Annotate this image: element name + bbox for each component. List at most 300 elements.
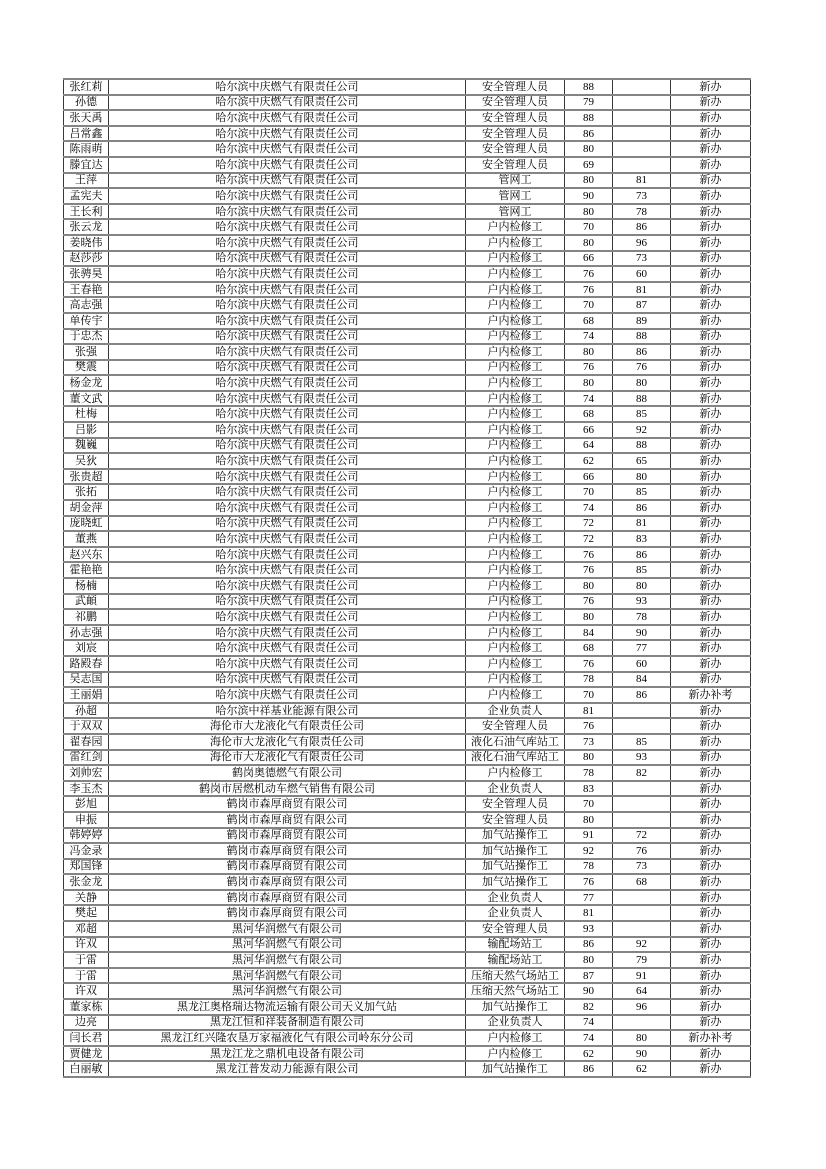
cell-company: 鹤岗市森厚商贸有限公司: [109, 828, 466, 844]
cell-job-type: 户内检修工: [466, 765, 565, 781]
cell-status: 新办: [671, 874, 751, 890]
cell-status: 新办: [671, 594, 751, 610]
table-row: [64, 173, 751, 189]
cell-status: 新办: [671, 422, 751, 438]
cell-company: 哈尔滨中庆燃气有限责任公司: [109, 141, 466, 157]
cell-score-1: 73: [565, 734, 613, 750]
cell-person-name: 吴志国: [64, 672, 109, 688]
cell-status: 新办: [671, 890, 751, 906]
cell-status: 新办: [671, 578, 751, 594]
cell-company: 哈尔滨中庆燃气有限责任公司: [109, 516, 466, 532]
cell-score-1: 84: [565, 625, 613, 641]
cell-score-1: 82: [565, 999, 613, 1015]
cell-person-name: 李玉杰: [64, 781, 109, 797]
cell-score-1: 80: [565, 812, 613, 828]
table-row: [64, 313, 751, 329]
cell-company: 哈尔滨中庆燃气有限责任公司: [109, 235, 466, 251]
cell-score-2: 60: [613, 266, 671, 282]
cell-job-type: 液化石油气库站工: [466, 734, 565, 750]
cell-person-name: 董燕: [64, 531, 109, 547]
cell-status: 新办: [671, 469, 751, 485]
cell-job-type: 户内检修工: [466, 375, 565, 391]
cell-person-name: 吕常鑫: [64, 126, 109, 142]
cell-company: 鹤岗市森厚商贸有限公司: [109, 812, 466, 828]
table-row: [64, 297, 751, 313]
cell-score-2: 73: [613, 251, 671, 267]
cell-job-type: 安全管理人员: [466, 718, 565, 734]
cell-person-name: 于雷: [64, 952, 109, 968]
cell-job-type: 户内检修工: [466, 500, 565, 516]
cell-person-name: 滕宜达: [64, 157, 109, 173]
cell-score-2: [613, 905, 671, 921]
cell-status: 新办: [671, 562, 751, 578]
cell-job-type: 企业负责人: [466, 905, 565, 921]
cell-status: 新办: [671, 937, 751, 953]
table-row: [64, 266, 751, 282]
cell-status: 新办: [671, 266, 751, 282]
cell-score-2: 64: [613, 983, 671, 999]
cell-score-2: 73: [613, 188, 671, 204]
cell-score-1: 83: [565, 781, 613, 797]
table-row: [64, 79, 751, 95]
cell-person-name: 邓超: [64, 921, 109, 937]
cell-score-2: 86: [613, 500, 671, 516]
table-row: [64, 235, 751, 251]
cell-job-type: 加气站操作工: [466, 859, 565, 875]
cell-company: 哈尔滨中庆燃气有限责任公司: [109, 469, 466, 485]
table-row: [64, 687, 751, 703]
cell-person-name: 许双: [64, 937, 109, 953]
cell-job-type: 户内检修工: [466, 625, 565, 641]
cell-score-2: 84: [613, 672, 671, 688]
cell-status: 新办: [671, 656, 751, 672]
cell-person-name: 孙超: [64, 703, 109, 719]
cell-score-1: 70: [565, 796, 613, 812]
cell-company: 鹤岗市森厚商贸有限公司: [109, 890, 466, 906]
cell-score-2: 76: [613, 843, 671, 859]
cell-company: 鹤岗市森厚商贸有限公司: [109, 796, 466, 812]
table-row: [64, 282, 751, 298]
cell-job-type: 企业负责人: [466, 890, 565, 906]
table-row: [64, 609, 751, 625]
cell-job-type: 企业负责人: [466, 703, 565, 719]
cell-job-type: 安全管理人员: [466, 812, 565, 828]
table-row: [64, 921, 751, 937]
cell-score-2: 80: [613, 469, 671, 485]
cell-person-name: 刘帅宏: [64, 765, 109, 781]
cell-status: 新办: [671, 406, 751, 422]
table-row: [64, 640, 751, 656]
table-row: [64, 453, 751, 469]
cell-score-1: 92: [565, 843, 613, 859]
cell-person-name: 高志强: [64, 297, 109, 313]
cell-person-name: 翟春园: [64, 734, 109, 750]
table-row: [64, 672, 751, 688]
cell-score-1: 70: [565, 219, 613, 235]
cell-status: 新办: [671, 329, 751, 345]
cell-status: 新办: [671, 625, 751, 641]
cell-score-1: 93: [565, 921, 613, 937]
cell-company: 哈尔滨中祥基业能源有限公司: [109, 703, 466, 719]
cell-score-1: 80: [565, 609, 613, 625]
cell-person-name: 杜梅: [64, 406, 109, 422]
cell-status: 新办: [671, 750, 751, 766]
cell-company: 哈尔滨中庆燃气有限责任公司: [109, 329, 466, 345]
cell-score-2: [613, 157, 671, 173]
cell-score-2: 68: [613, 874, 671, 890]
table-row: [64, 703, 751, 719]
cell-status: 新办: [671, 313, 751, 329]
cell-score-1: 74: [565, 500, 613, 516]
table-row: [64, 890, 751, 906]
cell-job-type: 户内检修工: [466, 422, 565, 438]
table-row: [64, 516, 751, 532]
cell-company: 哈尔滨中庆燃气有限责任公司: [109, 266, 466, 282]
table-row: [64, 937, 751, 953]
cell-status: 新办: [671, 516, 751, 532]
cell-score-2: 81: [613, 282, 671, 298]
cell-job-type: 管网工: [466, 173, 565, 189]
cell-job-type: 户内检修工: [466, 1030, 565, 1046]
cell-status: 新办: [671, 1046, 751, 1062]
cell-score-1: 78: [565, 672, 613, 688]
cell-job-type: 户内检修工: [466, 282, 565, 298]
cell-person-name: 霍艳艳: [64, 562, 109, 578]
cell-job-type: 户内检修工: [466, 360, 565, 376]
cell-person-name: 许双: [64, 983, 109, 999]
cell-status: 新办: [671, 484, 751, 500]
cell-person-name: 陈雨萌: [64, 141, 109, 157]
cell-score-2: 65: [613, 453, 671, 469]
cell-person-name: 张贵超: [64, 469, 109, 485]
cell-status: 新办: [671, 734, 751, 750]
cell-job-type: 压缩天然气场站工: [466, 968, 565, 984]
cell-company: 黑河华润燃气有限公司: [109, 983, 466, 999]
cell-score-1: 87: [565, 968, 613, 984]
cell-job-type: 企业负责人: [466, 781, 565, 797]
table-row: [64, 251, 751, 267]
cell-company: 黑龙江红兴隆农垦万家福液化气有限公司岭东分公司: [109, 1030, 466, 1046]
table-row: [64, 983, 751, 999]
cell-score-1: 76: [565, 266, 613, 282]
cell-person-name: 冯金录: [64, 843, 109, 859]
cell-job-type: 安全管理人员: [466, 110, 565, 126]
cell-person-name: 祁鹏: [64, 609, 109, 625]
cell-company: 鹤岗市森厚商贸有限公司: [109, 843, 466, 859]
cell-score-2: [613, 718, 671, 734]
cell-status: 新办: [671, 282, 751, 298]
table-row: [64, 406, 751, 422]
cell-score-1: 68: [565, 313, 613, 329]
cell-company: 鹤岗奥德燃气有限公司: [109, 765, 466, 781]
cell-job-type: 户内检修工: [466, 266, 565, 282]
cell-job-type: 加气站操作工: [466, 843, 565, 859]
cell-person-name: 樊震: [64, 360, 109, 376]
cell-job-type: 加气站操作工: [466, 1061, 565, 1077]
cell-job-type: 加气站操作工: [466, 828, 565, 844]
table-row: [64, 1015, 751, 1031]
table-row: [64, 469, 751, 485]
cell-status: 新办: [671, 344, 751, 360]
cell-score-2: 88: [613, 329, 671, 345]
table-row: [64, 562, 751, 578]
cell-person-name: 张金龙: [64, 874, 109, 890]
table-row: [64, 531, 751, 547]
cell-score-1: 80: [565, 173, 613, 189]
cell-score-2: 80: [613, 1030, 671, 1046]
cell-job-type: 户内检修工: [466, 235, 565, 251]
cell-job-type: 户内检修工: [466, 672, 565, 688]
cell-score-2: 85: [613, 562, 671, 578]
cell-score-1: 76: [565, 547, 613, 563]
cell-score-2: 91: [613, 968, 671, 984]
cell-job-type: 安全管理人员: [466, 79, 565, 95]
cell-score-2: 87: [613, 297, 671, 313]
cell-status: 新办: [671, 531, 751, 547]
cell-job-type: 户内检修工: [466, 594, 565, 610]
table-row: [64, 360, 751, 376]
cell-score-2: 72: [613, 828, 671, 844]
cell-status: 新办: [671, 843, 751, 859]
cell-status: 新办: [671, 204, 751, 220]
cell-person-name: 吴狄: [64, 453, 109, 469]
table-row: [64, 656, 751, 672]
cell-score-2: 86: [613, 219, 671, 235]
cell-score-2: 89: [613, 313, 671, 329]
cell-status: 新办: [671, 859, 751, 875]
cell-score-2: 62: [613, 1061, 671, 1077]
cell-score-1: 80: [565, 141, 613, 157]
cell-person-name: 单传宇: [64, 313, 109, 329]
cell-person-name: 胡金萍: [64, 500, 109, 516]
cell-status: 新办: [671, 1061, 751, 1077]
cell-company: 哈尔滨中庆燃气有限责任公司: [109, 640, 466, 656]
cell-job-type: 户内检修工: [466, 531, 565, 547]
cell-person-name: 关静: [64, 890, 109, 906]
cell-person-name: 于雷: [64, 968, 109, 984]
cell-score-1: 76: [565, 282, 613, 298]
cell-job-type: 户内检修工: [466, 391, 565, 407]
cell-score-2: [613, 812, 671, 828]
cell-person-name: 张天禹: [64, 110, 109, 126]
cell-score-1: 62: [565, 1046, 613, 1062]
cell-score-2: 78: [613, 609, 671, 625]
cell-company: 哈尔滨中庆燃气有限责任公司: [109, 562, 466, 578]
cell-company: 哈尔滨中庆燃气有限责任公司: [109, 126, 466, 142]
cell-person-name: 雷红剑: [64, 750, 109, 766]
table-row: [64, 547, 751, 563]
cell-job-type: 加气站操作工: [466, 874, 565, 890]
cell-job-type: 加气站操作工: [466, 999, 565, 1015]
cell-status: 新办: [671, 375, 751, 391]
cell-company: 哈尔滨中庆燃气有限责任公司: [109, 219, 466, 235]
cell-person-name: 张强: [64, 344, 109, 360]
cell-company: 黑龙江龙之鼎机电设备有限公司: [109, 1046, 466, 1062]
cell-score-1: 76: [565, 656, 613, 672]
cell-status: 新办: [671, 438, 751, 454]
cell-person-name: 张拓: [64, 484, 109, 500]
cell-company: 哈尔滨中庆燃气有限责任公司: [109, 79, 466, 95]
table-row: [64, 812, 751, 828]
cell-company: 黑河华润燃气有限公司: [109, 952, 466, 968]
table-row: [64, 952, 751, 968]
results-table-body: [64, 79, 751, 1077]
cell-score-1: 74: [565, 329, 613, 345]
cell-score-1: 70: [565, 484, 613, 500]
cell-score-1: 80: [565, 750, 613, 766]
table-row: [64, 344, 751, 360]
cell-score-1: 78: [565, 859, 613, 875]
cell-person-name: 于双双: [64, 718, 109, 734]
cell-score-2: [613, 1015, 671, 1031]
cell-score-2: 93: [613, 594, 671, 610]
cell-score-2: 90: [613, 625, 671, 641]
cell-company: 鹤岗市森厚商贸有限公司: [109, 859, 466, 875]
cell-score-2: 80: [613, 375, 671, 391]
cell-person-name: 王丽娟: [64, 687, 109, 703]
table-row: [64, 157, 751, 173]
cell-score-2: [613, 141, 671, 157]
table-row: [64, 578, 751, 594]
cell-status: 新办: [671, 921, 751, 937]
cell-person-name: 魏巍: [64, 438, 109, 454]
cell-status: 新办: [671, 391, 751, 407]
cell-person-name: 孙志强: [64, 625, 109, 641]
cell-score-1: 70: [565, 687, 613, 703]
cell-job-type: 管网工: [466, 188, 565, 204]
cell-job-type: 户内检修工: [466, 516, 565, 532]
cell-company: 哈尔滨中庆燃气有限责任公司: [109, 110, 466, 126]
cell-score-1: 80: [565, 375, 613, 391]
table-row: [64, 625, 751, 641]
cell-status: 新办: [671, 905, 751, 921]
cell-score-2: [613, 703, 671, 719]
cell-score-1: 80: [565, 344, 613, 360]
cell-company: 哈尔滨中庆燃气有限责任公司: [109, 313, 466, 329]
cell-status: 新办补考: [671, 1030, 751, 1046]
cell-score-1: 76: [565, 718, 613, 734]
cell-person-name: 张红莉: [64, 79, 109, 95]
cell-company: 哈尔滨中庆燃气有限责任公司: [109, 188, 466, 204]
cell-score-2: 81: [613, 516, 671, 532]
table-row: [64, 95, 751, 111]
cell-score-2: 92: [613, 937, 671, 953]
cell-job-type: 输配场站工: [466, 937, 565, 953]
cell-status: 新办: [671, 952, 751, 968]
cell-company: 哈尔滨中庆燃气有限责任公司: [109, 625, 466, 641]
cell-job-type: 户内检修工: [466, 438, 565, 454]
cell-person-name: 孟宪夫: [64, 188, 109, 204]
table-row: [64, 1046, 751, 1062]
cell-score-1: 90: [565, 983, 613, 999]
cell-score-1: 76: [565, 594, 613, 610]
cell-person-name: 赵兴东: [64, 547, 109, 563]
cell-job-type: 户内检修工: [466, 547, 565, 563]
cell-score-2: [613, 796, 671, 812]
cell-job-type: 管网工: [466, 204, 565, 220]
cell-person-name: 杨金龙: [64, 375, 109, 391]
cell-person-name: 吕影: [64, 422, 109, 438]
table-row: [64, 110, 751, 126]
cell-job-type: 安全管理人员: [466, 126, 565, 142]
table-row: [64, 1030, 751, 1046]
cell-person-name: 杨楠: [64, 578, 109, 594]
table-row: [64, 141, 751, 157]
table-row: [64, 126, 751, 142]
cell-score-2: 86: [613, 344, 671, 360]
cell-job-type: 户内检修工: [466, 562, 565, 578]
cell-person-name: 边亮: [64, 1015, 109, 1031]
cell-job-type: 压缩天然气场站工: [466, 983, 565, 999]
table-row: [64, 874, 751, 890]
cell-score-1: 88: [565, 79, 613, 95]
cell-score-1: 62: [565, 453, 613, 469]
cell-job-type: 户内检修工: [466, 313, 565, 329]
cell-score-1: 70: [565, 297, 613, 313]
cell-company: 哈尔滨中庆燃气有限责任公司: [109, 547, 466, 563]
table-row: [64, 828, 751, 844]
cell-job-type: 户内检修工: [466, 687, 565, 703]
cell-score-2: 93: [613, 750, 671, 766]
cell-company: 哈尔滨中庆燃气有限责任公司: [109, 500, 466, 516]
cell-score-1: 81: [565, 905, 613, 921]
cell-status: 新办: [671, 79, 751, 95]
cell-score-2: 85: [613, 734, 671, 750]
cell-score-1: 81: [565, 703, 613, 719]
cell-score-1: 68: [565, 640, 613, 656]
table-row: [64, 968, 751, 984]
cell-company: 哈尔滨中庆燃气有限责任公司: [109, 95, 466, 111]
cell-status: 新办: [671, 703, 751, 719]
table-row: [64, 188, 751, 204]
cell-status: 新办: [671, 547, 751, 563]
cell-company: 黑河华润燃气有限公司: [109, 921, 466, 937]
cell-status: 新办: [671, 126, 751, 142]
cell-job-type: 户内检修工: [466, 406, 565, 422]
cell-status: 新办: [671, 95, 751, 111]
cell-score-1: 66: [565, 422, 613, 438]
cell-status: 新办: [671, 781, 751, 797]
cell-score-2: 96: [613, 235, 671, 251]
cell-score-1: 86: [565, 126, 613, 142]
cell-score-1: 72: [565, 531, 613, 547]
cell-score-2: 83: [613, 531, 671, 547]
cell-person-name: 赵莎莎: [64, 251, 109, 267]
results-table: [63, 78, 751, 1078]
cell-score-1: 80: [565, 952, 613, 968]
cell-score-1: 74: [565, 1030, 613, 1046]
table-row: [64, 843, 751, 859]
table-row: [64, 438, 751, 454]
cell-score-2: [613, 781, 671, 797]
table-row: [64, 594, 751, 610]
cell-score-2: 81: [613, 173, 671, 189]
table-row: [64, 859, 751, 875]
cell-job-type: 输配场站工: [466, 952, 565, 968]
cell-person-name: 樊起: [64, 905, 109, 921]
table-row: [64, 375, 751, 391]
cell-job-type: 户内检修工: [466, 578, 565, 594]
cell-score-2: 73: [613, 859, 671, 875]
cell-status: 新办: [671, 609, 751, 625]
cell-job-type: 户内检修工: [466, 297, 565, 313]
cell-status: 新办: [671, 999, 751, 1015]
cell-job-type: 户内检修工: [466, 219, 565, 235]
cell-score-1: 90: [565, 188, 613, 204]
cell-company: 哈尔滨中庆燃气有限责任公司: [109, 282, 466, 298]
cell-score-1: 76: [565, 562, 613, 578]
cell-person-name: 郑国锋: [64, 859, 109, 875]
